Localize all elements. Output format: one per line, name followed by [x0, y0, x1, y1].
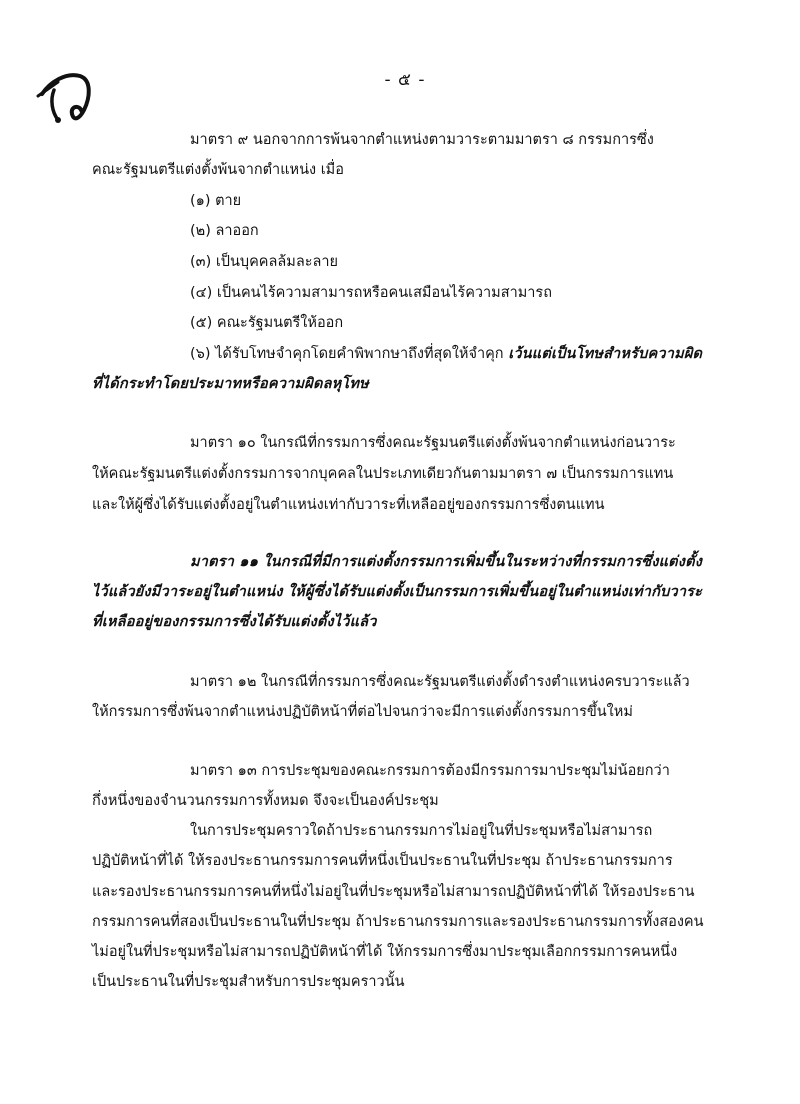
section13-para2-line6: เป็นประธานในที่ประชุมสำหรับการประชุมคราวนั้น [92, 974, 405, 990]
page-number: - ๕ - [384, 70, 426, 90]
section11-line1: มาตรา ๑๑ ในกรณีที่มีการแต่งตั้งกรรมการเพิ่มขึ้นในระหว่างที่กรรมการซึ่งแต่งตั้ง [190, 554, 702, 570]
section9-item-5: (๕) คณะรัฐมนตรีให้ออก [190, 315, 344, 331]
section11-line3: ที่เหลืออยู่ของกรรมการซึ่งได้รับแต่งตั้งไว้แล้ว [92, 614, 377, 630]
section9-line1: มาตรา ๙ นอกจากการพ้นจากตำแหน่งตามวาระตามมาตรา ๘ กรรมการซึ่ง [190, 132, 654, 148]
section10-line1: มาตรา ๑๐ ในกรณีที่กรรมการซึ่งคณะรัฐมนตรีแต่งตั้งพ้นจากตำแหน่งก่อนวาระ [190, 435, 676, 451]
section9-line2: คณะรัฐมนตรีแต่งตั้งพ้นจากตำแหน่ง เมื่อ [92, 162, 344, 178]
section9-item-6-plain: (๖) ได้รับโทษจำคุกโดยคำพิพากษาถึงที่สุดให้จำคุก [190, 346, 509, 362]
section11-line2: ไว้แล้วยังมีวาระอยู่ในตำแหน่ง ให้ผู้ซึ่งได้รับแต่งตั้งเป็นกรรมการเพิ่มขึ้นอยู่ในตำแหน่งเท่ากับวาระ [92, 584, 703, 600]
section10-line2: ให้คณะรัฐมนตรีแต่งตั้งกรรมการจากบุคคลในประเภทเดียวกันตามมาตรา ๗ เป็นกรรมการแทน [92, 466, 674, 482]
section13-para2-line1: ในการประชุมคราวใดถ้าประธานกรรมการไม่อยู่ในที่ประชุมหรือไม่สามารถ [190, 823, 653, 839]
section9-item-4: (๔) เป็นคนไร้ความสามารถหรือคนเสมือนไร้ความสามารถ [190, 285, 552, 301]
section9-item-1: (๑) ตาย [190, 193, 242, 209]
section13-para2-line4: กรรมการคนที่สองเป็นประธานในที่ประชุม ถ้าประธานกรรมการและรองประธานกรรมการทั้งสองคน [92, 914, 704, 930]
section12-line2: ให้กรรมการซึ่งพ้นจากตำแหน่งปฏิบัติหน้าที่ต่อไปจนกว่าจะมีการแต่งตั้งกรรมการขึ้นใหม่ [92, 704, 633, 720]
section13-para2-line5: ไม่อยู่ในที่ประชุมหรือไม่สามารถปฏิบัติหน้าที่ได้ ให้กรรมการซึ่งมาประชุมเลือกกรรมการคนหนึ่ง [92, 944, 678, 960]
section9-item-6-line2: ที่ได้กระทำโดยประมาทหรือความผิดลหุโทษ [92, 376, 369, 392]
section9-item-6 [190, 344, 702, 364]
section9-item-3: (๓) เป็นบุคคลล้มละลาย [190, 254, 339, 270]
section9-item-6-amended: เว้นแต่เป็นโทษสำหรับความผิด [508, 346, 703, 362]
section12-line1: มาตรา ๑๒ ในกรณีที่กรรมการซึ่งคณะรัฐมนตรีแต่งตั้งดำรงตำแหน่งครบวาระแล้ว [190, 674, 690, 690]
section13-line2: กึ่งหนึ่งของจำนวนกรรมการทั้งหมด จึงจะเป็นองค์ประชุม [92, 793, 439, 809]
section13-line1: มาตรา ๑๓ การประชุมของคณะกรรมการต้องมีกรรมการมาประชุมไม่น้อยกว่า [190, 763, 670, 779]
section10-line3: และให้ผู้ซึ่งได้รับแต่งตั้งอยู่ในตำแหน่งเท่ากับวาระที่เหลืออยู่ของกรรมการซึ่งตนแทน [92, 497, 605, 513]
section13-para2-line3: และรองประธานกรรมการคนที่หนึ่งไม่อยู่ในที่ประชุมหรือไม่สามารถปฏิบัติหน้าที่ได้ ให้รองประธาน [92, 884, 695, 900]
section13-para2-line2: ปฏิบัติหน้าที่ได้ ให้รองประธานกรรมการคนที่หนึ่งเป็นประธานในที่ประชุม ถ้าประธานกรรมการ [92, 853, 673, 869]
section9-item-2: (๒) ลาออก [190, 223, 259, 239]
